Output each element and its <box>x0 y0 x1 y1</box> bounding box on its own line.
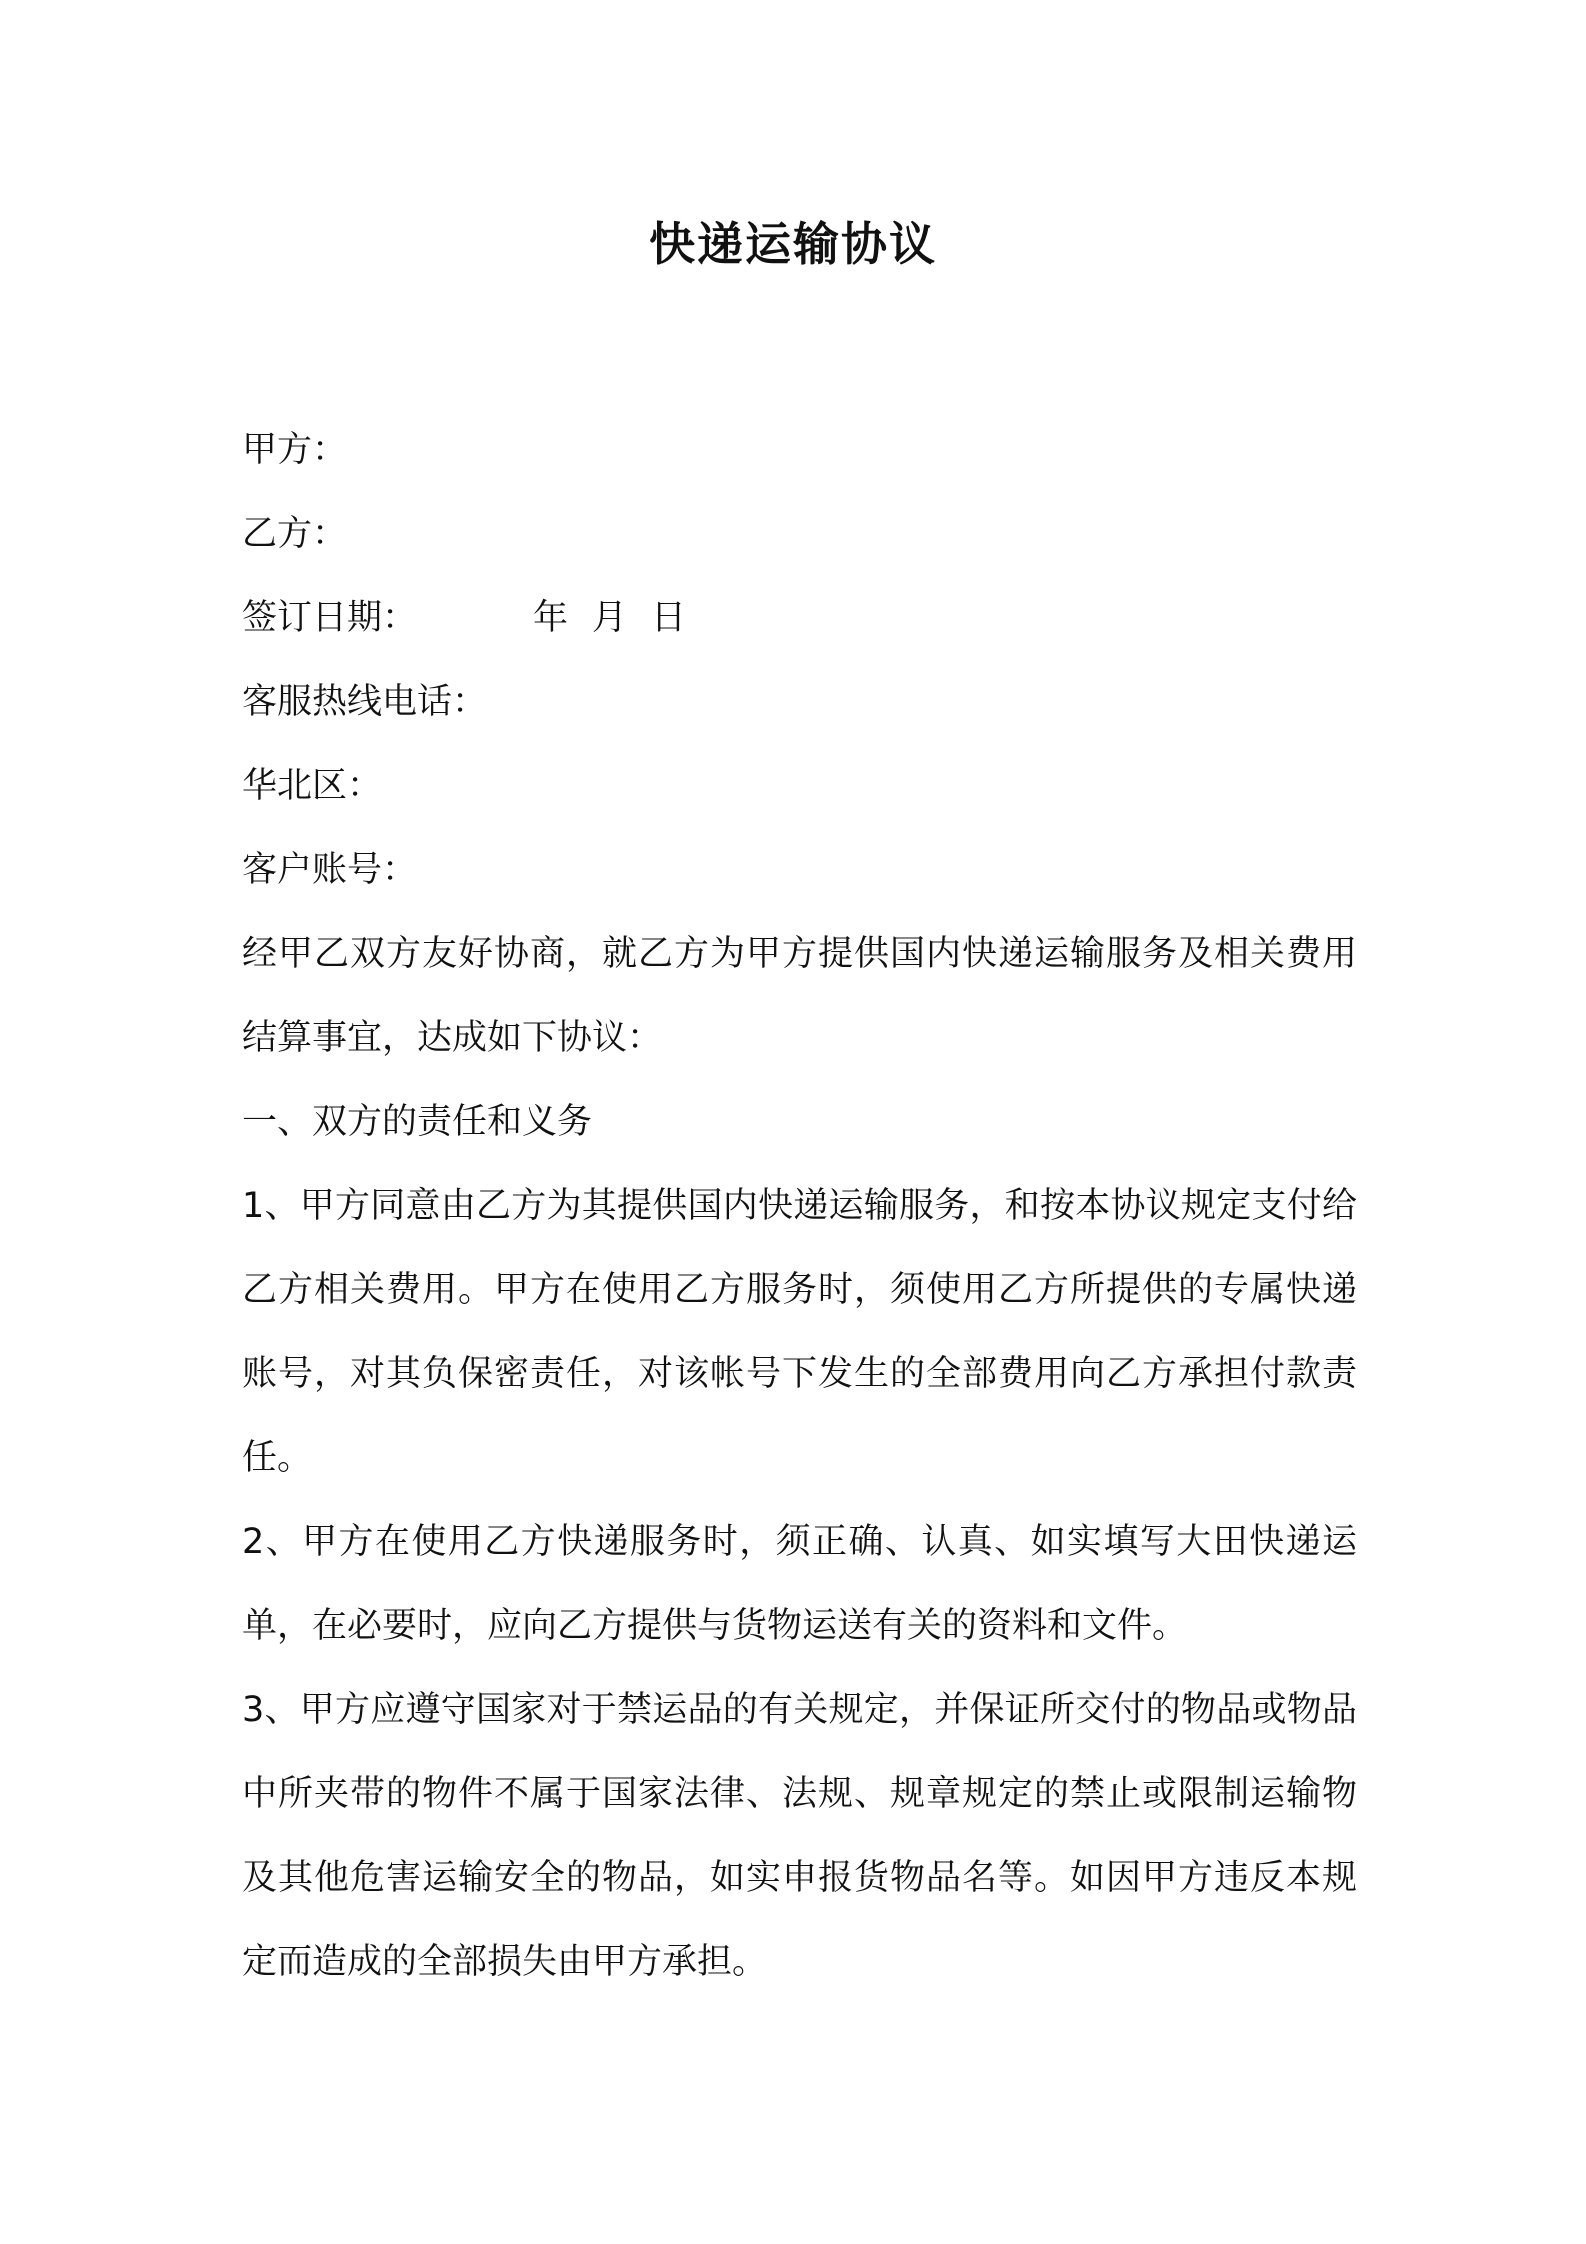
clause-1-paragraph: 1、甲方同意由乙方为其提供国内快递运输服务，和按本协议规定支付给乙方相关费用。甲方在使用乙方服务时，须使用乙方所提供的专属快递账号，对其负保密责任，对该帐号下发生的全部费用向乙方承担付款责任。 <box>242 1186 1357 1478</box>
date-month-label: 月 <box>592 598 628 638</box>
section-1-heading: 一、双方的责任和义务 <box>242 1102 593 1142</box>
sign-date-label: 签订日期： <box>242 598 418 638</box>
region-field: 华北区： <box>242 766 383 806</box>
date-day-label: 日 <box>651 598 687 638</box>
intro-paragraph: 经甲乙双方友好协商，就乙方为甲方提供国内快递运输服务及相关费用结算事宜，达成如下协议： <box>242 934 1357 1058</box>
hotline-field: 客服热线电话： <box>242 682 488 722</box>
sign-date-field <box>242 576 1357 660</box>
party-a-field: 甲方： <box>242 430 348 470</box>
document-title: 快递运输协议 <box>649 217 937 271</box>
clause-3-paragraph: 3、甲方应遵守国家对于禁运品的有关规定，并保证所交付的物品或物品中所夹带的物件不属于国家法律、法规、规章规定的禁止或限制运输物及其他危害运输安全的物品，如实申报货物品名等。如因甲方违反本规定而造成的全部损失由甲方承担。 <box>242 1690 1357 1982</box>
clause-2-paragraph: 2、甲方在使用乙方快递服务时，须正确、认真、如实填写大田快递运单，在必要时，应向乙方提供与货物运送有关的资料和文件。 <box>242 1522 1357 1646</box>
document-body <box>242 408 1357 2004</box>
account-field: 客户账号： <box>242 850 418 890</box>
date-year-label: 年 <box>533 598 569 638</box>
party-b-field: 乙方： <box>242 514 348 554</box>
